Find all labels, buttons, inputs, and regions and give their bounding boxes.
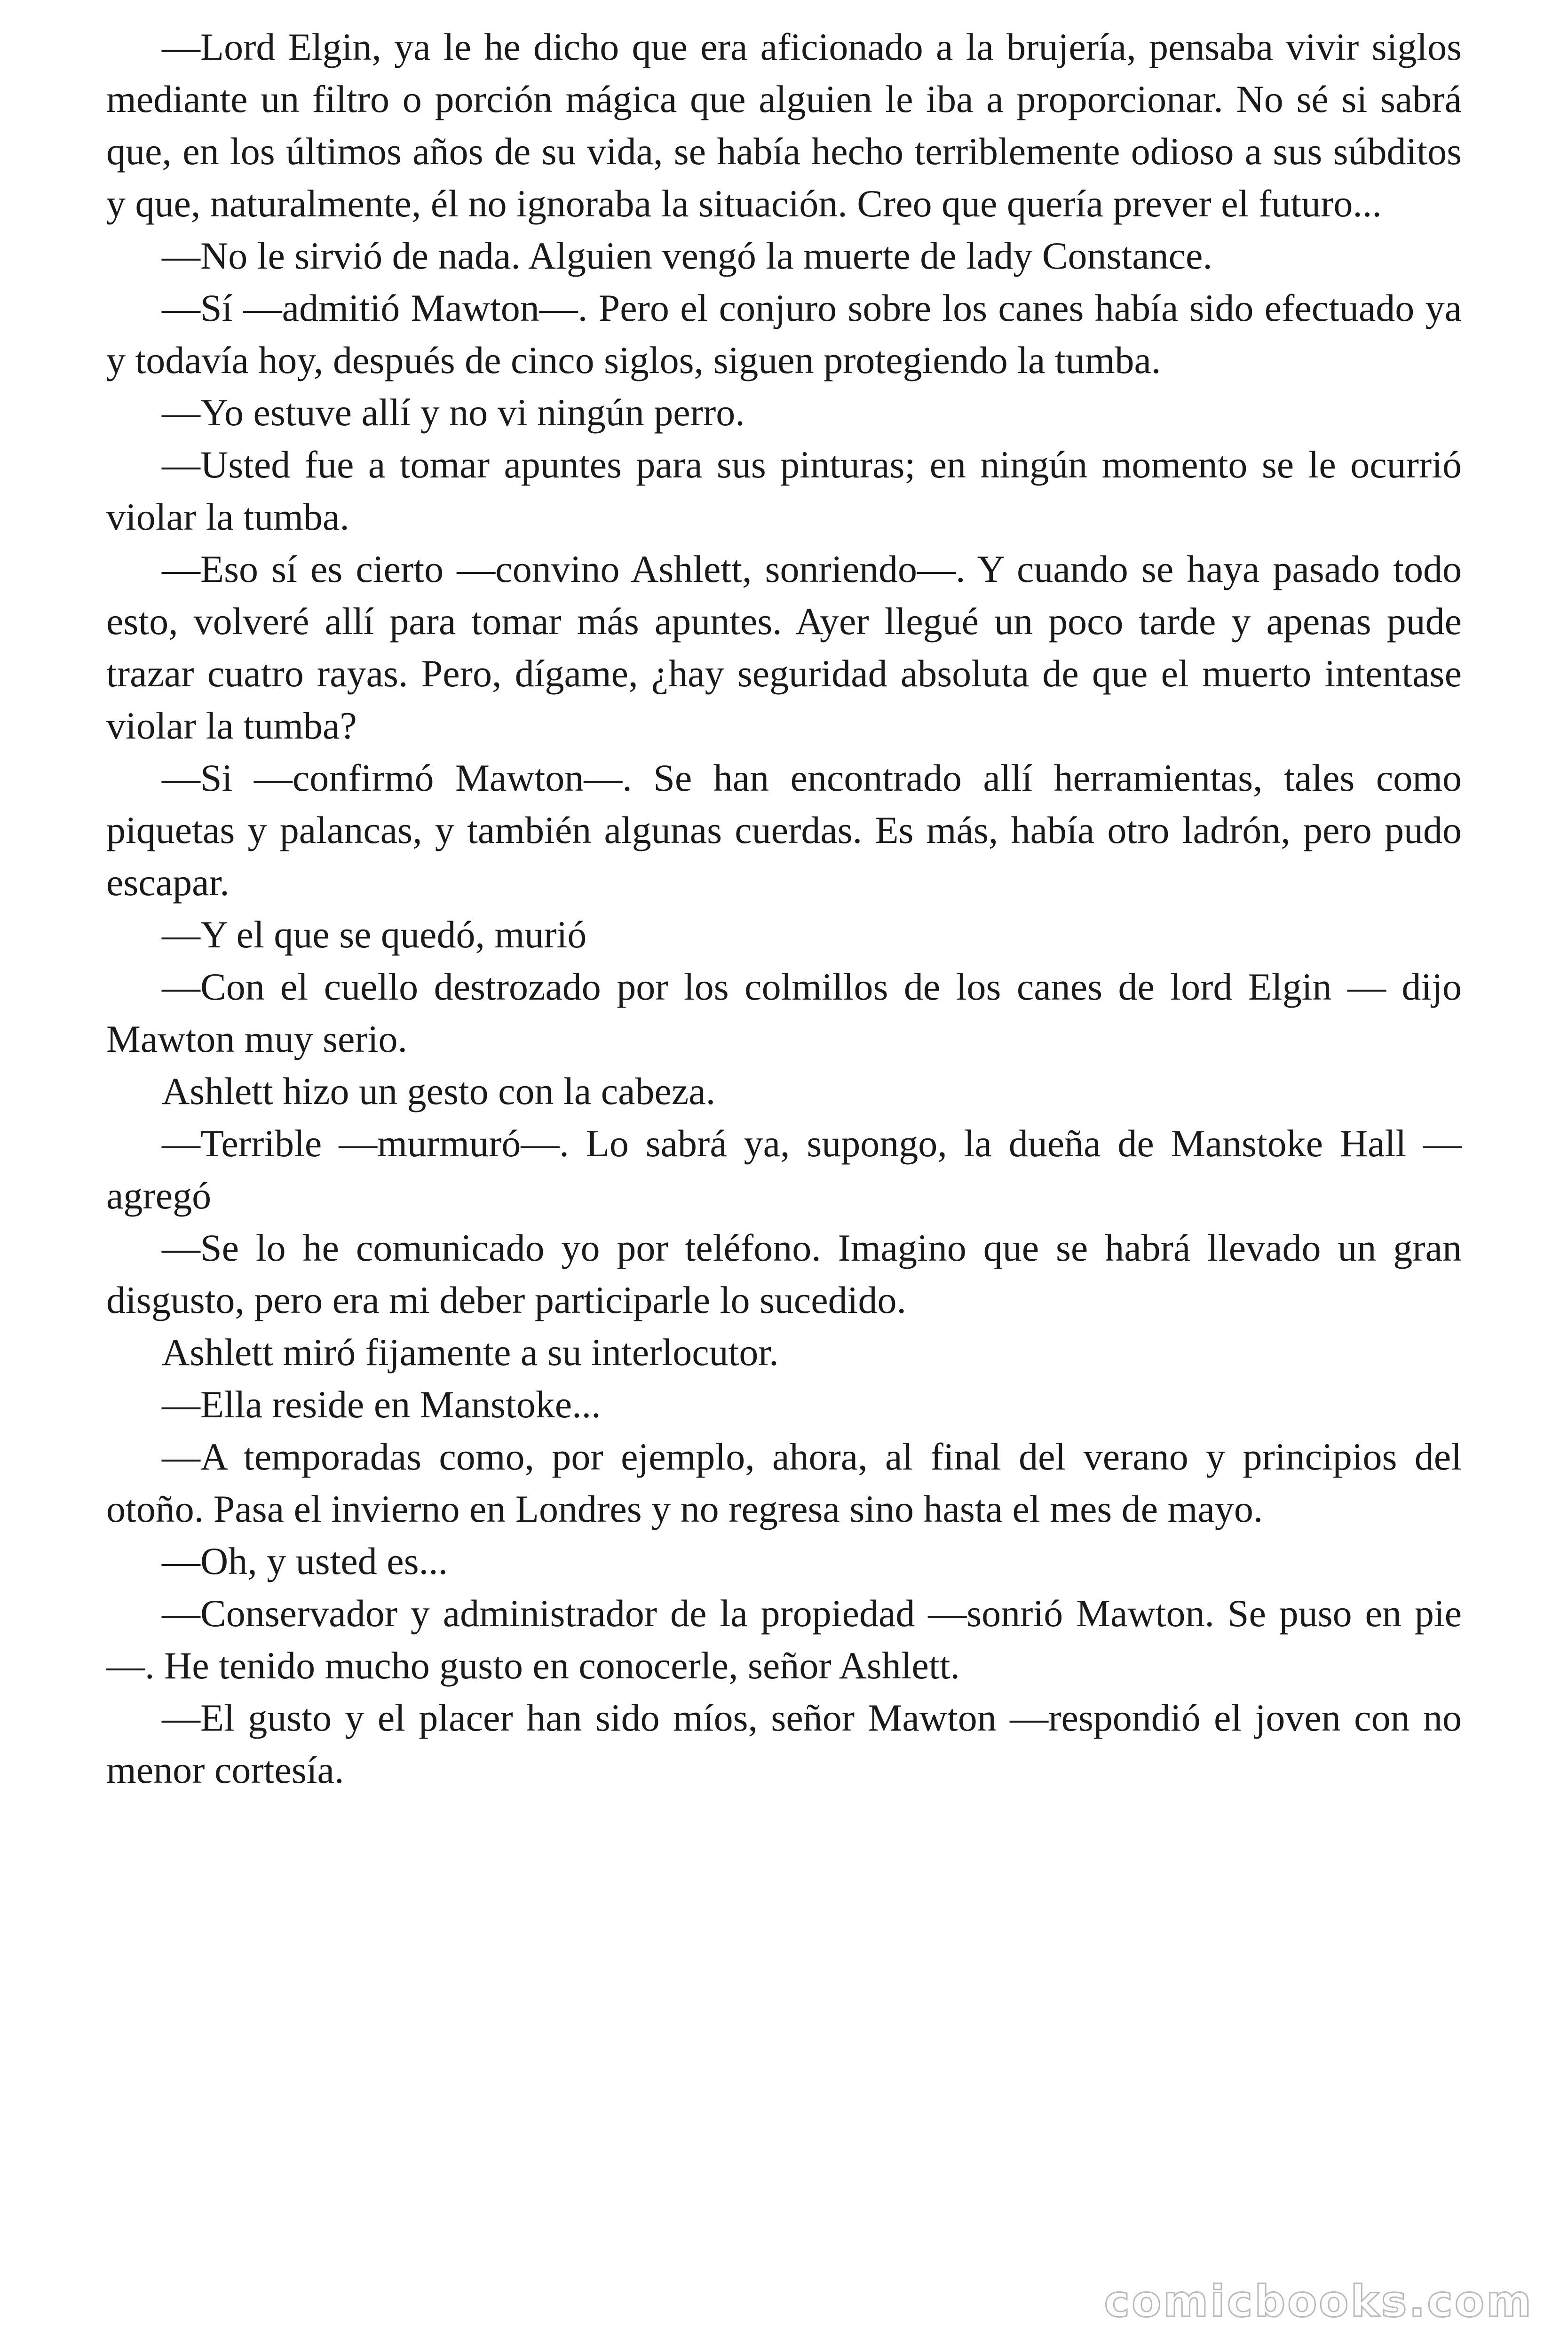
watermark: comicbooks.com [1104, 2276, 1533, 2327]
body-text [106, 21, 1462, 1796]
paragraph: —Y el que se quedó, murió [162, 913, 587, 956]
paragraph: —A temporadas como, por ejemplo, ahora, al final del verano y principios del otoño. Pasa el invierno en Londres y no regresa sino hasta el mes de mayo. [106, 1435, 1462, 1530]
paragraph: —Con el cuello destrozado por los colmillos de los canes de lord Elgin — dijo Mawton muy serio. [106, 965, 1462, 1060]
paragraph: —Usted fue a tomar apuntes para sus pinturas; en ningún momento se le ocurrió violar la tumba. [106, 443, 1462, 538]
paragraph: —Eso sí es cierto —convino Ashlett, sonriendo—. Y cuando se haya pasado todo esto, volveré allí para tomar más apuntes. Ayer llegué un poco tarde y apenas pude trazar cuatro rayas. Pero, dígame, ¿hay seguridad absoluta de que el muerto intentase violar la tumba? [106, 548, 1462, 747]
paragraph: —El gusto y el placer han sido míos, señor Mawton —respondió el joven con no menor cortesía. [106, 1696, 1462, 1791]
paragraph: —No le sirvió de nada. Alguien vengó la muerte de lady Constance. [162, 234, 1212, 277]
paragraph: —Oh, y usted es... [162, 1540, 448, 1582]
paragraph: —Conservador y administrador de la propiedad —sonrió Mawton. Se puso en pie—. He tenido mucho gusto en conocerle, señor Ashlett. [106, 1592, 1462, 1687]
paragraph: Ashlett miró fijamente a su interlocutor. [162, 1331, 779, 1374]
paragraph: —Terrible —murmuró—. Lo sabrá ya, supongo, la dueña de Manstoke Hall —agregó [106, 1122, 1462, 1217]
paragraph: —Ella reside en Manstoke... [162, 1383, 601, 1426]
paragraph: —Se lo he comunicado yo por teléfono. Imagino que se habrá llevado un gran disgusto, pero era mi deber participarle lo sucedido. [106, 1226, 1462, 1321]
paragraph: —Yo estuve allí y no vi ningún perro. [162, 391, 745, 434]
paragraph: —Si —confirmó Mawton—. Se han encontrado allí herramientas, tales como piquetas y palancas, y también algunas cuerdas. Es más, había otro ladrón, pero pudo escapar. [106, 756, 1462, 904]
paragraph: Ashlett hizo un gesto con la cabeza. [162, 1070, 716, 1112]
paragraph: —Lord Elgin, ya le he dicho que era aficionado a la brujería, pensaba vivir siglos mediante un filtro o porción mágica que alguien le iba a proporcionar. No sé si sabrá que, en los últimos años de su vida, se había hecho terriblemente odioso a sus súbditos y que, naturalmente, él no ignoraba la situación. Creo que quería prever el futuro... [106, 25, 1462, 225]
paragraph: —Sí —admitió Mawton—. Pero el conjuro sobre los canes había sido efectuado ya y todavía hoy, después de cinco siglos, siguen protegiendo la tumba. [106, 286, 1462, 381]
